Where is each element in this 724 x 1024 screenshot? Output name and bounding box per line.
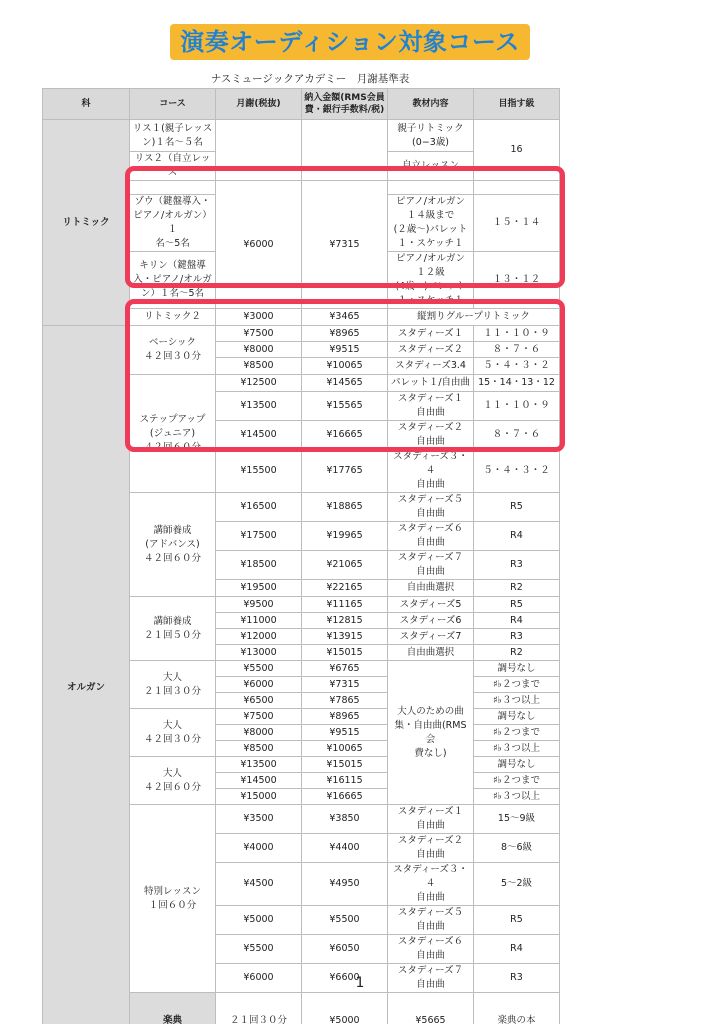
fee-cell: ¥11000 xyxy=(216,613,302,629)
fee-cell: ¥12000 xyxy=(216,629,302,645)
grade-cell: 8〜6級 xyxy=(474,834,560,863)
material-cell: スタディーズ２ 自由曲 xyxy=(388,421,474,450)
course-advance: 講師養成 (アドバンス) ４２回６０分 xyxy=(130,493,216,597)
material-cell: スタディーズ６ 自由曲 xyxy=(388,522,474,551)
total-cell: ¥6600 xyxy=(302,964,388,993)
material-cell: スタディーズ３・４ 自由曲 xyxy=(388,450,474,493)
material-gakuten: 楽典の本 xyxy=(474,993,560,1024)
total-cell: ¥16665 xyxy=(302,421,388,450)
total-cell xyxy=(302,120,388,181)
grade-cell: R3 xyxy=(474,629,560,645)
material-zou: ピアノ/オルガン １４級まで (２歳〜)パレット １・スケッチ１ xyxy=(388,195,474,252)
total-cell: ¥6050 xyxy=(302,935,388,964)
fee-cell: ¥7500 xyxy=(216,326,302,342)
material-cell: スタディーズ２ xyxy=(388,342,474,358)
grade-cell: ５・４・３・２ xyxy=(474,358,560,375)
fee-cell: ¥13500 xyxy=(216,392,302,421)
fee-cell: ¥5500 xyxy=(216,661,302,677)
fee-cell: ¥8500 xyxy=(216,741,302,757)
fee-cell: ¥14500 xyxy=(216,421,302,450)
fee-cell: ¥13000 xyxy=(216,645,302,661)
total-cell: ¥4400 xyxy=(302,834,388,863)
material-cell: スタディーズ６ 自由曲 xyxy=(388,935,474,964)
fee-rhythmic: ¥6000 xyxy=(216,181,302,309)
course-teacher21: 講師養成 ２１回５０分 xyxy=(130,597,216,661)
total-gakuten: ¥5665 xyxy=(388,993,474,1024)
fee-cell: ¥8000 xyxy=(216,725,302,741)
subject-organ: オルガン xyxy=(43,326,130,1024)
material-cell: スタディーズ１ 自由曲 xyxy=(388,805,474,834)
course-adult-21-30: 大人 ２１回３０分 xyxy=(130,661,216,709)
grade-cell: ♯♭３つ以上 xyxy=(474,693,560,709)
course-special: 特別レッスン １回６０分 xyxy=(130,805,216,993)
grade-cell: ♯♭２つまで xyxy=(474,725,560,741)
course-risu1: リス１(親子レッス ン)１名〜５名 xyxy=(130,120,216,152)
material-cell: パレット１/自由曲 xyxy=(388,375,474,392)
grade-cell: １１・１０・９ xyxy=(474,392,560,421)
fee-cell: ¥4000 xyxy=(216,834,302,863)
fee-cell: ¥3500 xyxy=(216,805,302,834)
header-row xyxy=(43,89,560,120)
total-cell: ¥13915 xyxy=(302,629,388,645)
fee-cell: ¥8000 xyxy=(216,342,302,358)
total-cell: ¥7865 xyxy=(302,693,388,709)
material-cell: 自由曲選択 xyxy=(388,645,474,661)
table-row xyxy=(43,120,560,152)
header-subject: 科 xyxy=(43,89,130,120)
material-cell: スタディーズ5 xyxy=(388,597,474,613)
fee-cell: ¥14500 xyxy=(216,773,302,789)
fee-cell: ¥16500 xyxy=(216,493,302,522)
material-risu2: 自立レッスン xyxy=(388,152,474,181)
grade-cell: R3 xyxy=(474,964,560,993)
total-cell: ¥7315 xyxy=(302,677,388,693)
fee-cell: ¥8500 xyxy=(216,358,302,375)
fee-cell xyxy=(216,120,302,181)
fee-cell: ¥15500 xyxy=(216,450,302,493)
grade-cell: ♯♭２つまで xyxy=(474,773,560,789)
course-risu2: リス２（自立レッス xyxy=(130,152,216,181)
fee-cell: ¥4500 xyxy=(216,863,302,906)
material-cell: スタディーズ２ 自由曲 xyxy=(388,834,474,863)
total-cell: ¥9515 xyxy=(302,725,388,741)
grade-cell: R5 xyxy=(474,906,560,935)
page-number: 1 xyxy=(355,975,365,991)
fee-cell: ¥12500 xyxy=(216,375,302,392)
material-rhythmic2: 縦割りグループリトミック xyxy=(388,309,560,326)
grade-cell: １１・１０・９ xyxy=(474,326,560,342)
total-cell: ¥3850 xyxy=(302,805,388,834)
total-cell: ¥8965 xyxy=(302,326,388,342)
course-spacer xyxy=(130,181,216,195)
grade-cell: ♯♭３つ以上 xyxy=(474,741,560,757)
material-adult: 大人のための曲 集・自由曲(RMS会 費なし) xyxy=(388,661,474,805)
fee-cell: ¥7500 xyxy=(216,709,302,725)
grade-cell: R5 xyxy=(474,597,560,613)
material-cell: スタディーズ３・４ 自由曲 xyxy=(388,863,474,906)
fee-cell: ¥5500 xyxy=(216,935,302,964)
grade-cell: 調号なし xyxy=(474,757,560,773)
total-cell: ¥22165 xyxy=(302,580,388,597)
grade-spacer xyxy=(474,181,560,195)
total-rhythmic2: ¥3465 xyxy=(302,309,388,326)
total-cell: ¥8965 xyxy=(302,709,388,725)
fee-rhythmic2: ¥3000 xyxy=(216,309,302,326)
grade-cell: 15・14・13・12 xyxy=(474,375,560,392)
fee-cell: ¥19500 xyxy=(216,580,302,597)
page-subtitle: ナスミュージックアカデミー 月謝基準表 xyxy=(210,73,410,85)
material-cell: スタディーズ3.4 xyxy=(388,358,474,375)
total-cell: ¥18865 xyxy=(302,493,388,522)
grade-cell: R5 xyxy=(474,493,560,522)
course-gakuten: ２１回３０分 xyxy=(216,993,302,1024)
total-cell: ¥15565 xyxy=(302,392,388,421)
grade-zou: １５・１４ xyxy=(474,195,560,252)
material-cell: スタディーズ７ 自由曲 xyxy=(388,551,474,580)
material-risu1: 親子リトミック (0−3歳) xyxy=(388,120,474,152)
fee-gakuten: ¥5000 xyxy=(302,993,388,1024)
fee-cell: ¥6000 xyxy=(216,964,302,993)
grade-cell: 調号なし xyxy=(474,709,560,725)
page-title: 演奏オーディション対象コース xyxy=(170,24,530,60)
grade-cell: R2 xyxy=(474,580,560,597)
total-cell: ¥10065 xyxy=(302,741,388,757)
header-total: 納入金額(RMS会員 費・銀行手数料/税) xyxy=(302,89,388,120)
total-cell: ¥11165 xyxy=(302,597,388,613)
fee-cell: ¥17500 xyxy=(216,522,302,551)
total-rhythmic: ¥7315 xyxy=(302,181,388,309)
grade-cell: ♯♭２つまで xyxy=(474,677,560,693)
course-zou: ゾウ（鍵盤導入・ ピアノ/オルガン）１ 名〜5名 xyxy=(130,195,216,252)
course-stepup: ステップアップ (ジュニア) ４２回６０分 xyxy=(130,375,216,493)
total-cell: ¥9515 xyxy=(302,342,388,358)
material-cell: スタディーズ５ 自由曲 xyxy=(388,493,474,522)
total-cell: ¥15015 xyxy=(302,757,388,773)
material-spacer xyxy=(388,181,474,195)
grade-cell: ♯♭３つ以上 xyxy=(474,789,560,805)
total-cell: ¥19965 xyxy=(302,522,388,551)
grade-cell: R4 xyxy=(474,613,560,629)
course-kirin: キリン（鍵盤導 入・ピアノ/オルガ ン）１名〜5名 xyxy=(130,252,216,309)
total-cell: ¥21065 xyxy=(302,551,388,580)
fee-cell: ¥6500 xyxy=(216,693,302,709)
total-cell: ¥16665 xyxy=(302,789,388,805)
table-row xyxy=(43,326,560,342)
fee-cell: ¥9500 xyxy=(216,597,302,613)
fee-cell: ¥6000 xyxy=(216,677,302,693)
header-course: コース xyxy=(130,89,216,120)
course-rhythmic2: リトミック２ xyxy=(130,309,216,326)
total-cell: ¥5500 xyxy=(302,906,388,935)
material-cell: スタディーズ７ 自由曲 xyxy=(388,964,474,993)
fee-cell: ¥5000 xyxy=(216,906,302,935)
fee-cell: ¥15000 xyxy=(216,789,302,805)
fee-cell: ¥18500 xyxy=(216,551,302,580)
material-cell: スタディーズ１ xyxy=(388,326,474,342)
grade-risu: 16 xyxy=(474,120,560,181)
subject-gakuten: 楽典 xyxy=(130,993,216,1024)
grade-cell: R2 xyxy=(474,645,560,661)
total-cell: ¥4950 xyxy=(302,863,388,906)
grade-cell: 15〜9級 xyxy=(474,805,560,834)
total-cell: ¥15015 xyxy=(302,645,388,661)
material-kirin: ピアノ/オルガン １２級 (4歳〜)パレット １・スケッチ１ xyxy=(388,252,474,309)
course-adult-42-30: 大人 ４２回３０分 xyxy=(130,709,216,757)
header-material: 教材内容 xyxy=(388,89,474,120)
material-cell: スタディーズ５ 自由曲 xyxy=(388,906,474,935)
material-cell: スタディーズ１ 自由曲 xyxy=(388,392,474,421)
course-basic: ベーシック ４２回３０分 xyxy=(130,326,216,375)
grade-cell: R4 xyxy=(474,935,560,964)
grade-cell: R3 xyxy=(474,551,560,580)
grade-cell: 5〜2級 xyxy=(474,863,560,906)
material-cell: スタディーズ7 xyxy=(388,629,474,645)
material-cell: スタディーズ6 xyxy=(388,613,474,629)
total-cell: ¥10065 xyxy=(302,358,388,375)
grade-cell: ８・７・６ xyxy=(474,421,560,450)
total-cell: ¥14565 xyxy=(302,375,388,392)
header-grade: 目指す級 xyxy=(474,89,560,120)
grade-kirin: １３・１２ xyxy=(474,252,560,309)
fee-cell: ¥13500 xyxy=(216,757,302,773)
grade-cell: ５・４・３・２ xyxy=(474,450,560,493)
fee-table xyxy=(42,88,560,1024)
total-cell: ¥6765 xyxy=(302,661,388,677)
total-cell: ¥12815 xyxy=(302,613,388,629)
total-cell: ¥17765 xyxy=(302,450,388,493)
total-cell: ¥16115 xyxy=(302,773,388,789)
header-fee: 月謝(税抜) xyxy=(216,89,302,120)
material-cell: 自由曲選択 xyxy=(388,580,474,597)
subject-rhythmic: リトミック xyxy=(43,120,130,326)
grade-cell: 調号なし xyxy=(474,661,560,677)
grade-cell: ８・７・６ xyxy=(474,342,560,358)
course-adult-42-60: 大人 ４２回６０分 xyxy=(130,757,216,805)
grade-cell: R4 xyxy=(474,522,560,551)
